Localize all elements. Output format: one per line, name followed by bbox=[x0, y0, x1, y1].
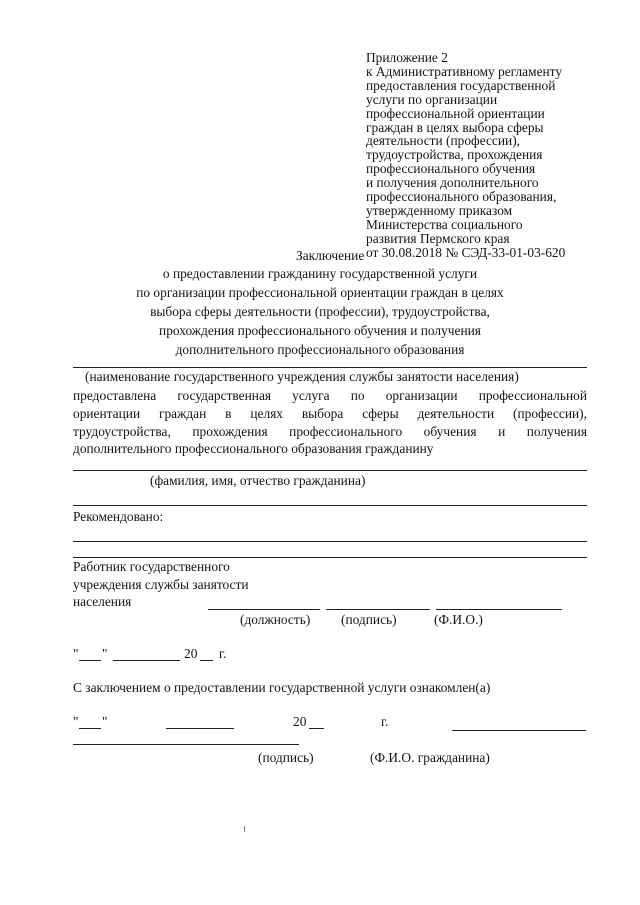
title-line: о предоставлении гражданину государственной услуги bbox=[162, 266, 478, 281]
institution-fill-line bbox=[73, 367, 587, 368]
date-quote-close: " bbox=[102, 646, 108, 661]
name-fill-line bbox=[436, 609, 562, 610]
position-fill-line bbox=[208, 609, 320, 610]
title-line: дополнительного профессионального образования bbox=[175, 342, 465, 357]
ack-name-fill-line bbox=[452, 730, 586, 731]
appendix-line: от 30.08.2018 № СЭД-33-01-03-620 bbox=[366, 244, 566, 260]
worker-label-line: учреждения службы занятости bbox=[73, 577, 249, 592]
ack-signature-fill-line bbox=[73, 744, 299, 745]
appendix-line: услуги по организации bbox=[366, 91, 498, 107]
title-line: выбора сферы деятельности (профессии), трудоустройства, bbox=[150, 304, 490, 319]
appendix-line: Приложение 2 bbox=[366, 50, 448, 65]
worker-label-line: населения bbox=[73, 594, 132, 609]
recommendation-fill-line bbox=[73, 541, 587, 542]
ack-date-day-line bbox=[79, 728, 101, 729]
date-year-line bbox=[200, 660, 213, 661]
institution-caption: (наименование государственного учреждения службы занятости населения) bbox=[85, 369, 519, 384]
ack-signature-caption: (подпись) bbox=[258, 750, 314, 765]
date-month-line bbox=[113, 660, 180, 661]
appendix-line: утвержденному приказом bbox=[366, 202, 513, 218]
ack-date-quote-close: " bbox=[102, 714, 108, 729]
ack-date-year: 20 bbox=[293, 714, 307, 729]
name-caption: (Ф.И.О.) bbox=[434, 612, 483, 627]
recommendation-fill-line bbox=[73, 557, 587, 558]
separator-line bbox=[73, 505, 587, 506]
date-day-line bbox=[79, 660, 101, 661]
title-line: по организации профессиональной ориентации граждан в целях bbox=[136, 285, 504, 300]
appendix-line: граждан в целях выбора сферы bbox=[366, 119, 544, 135]
appendix-line: Министерства социального bbox=[366, 216, 523, 232]
date-year: 20 bbox=[184, 646, 198, 661]
appendix-line: профессиональной ориентации bbox=[366, 105, 545, 121]
body-text-line: ориентации граждан в целях выбора сферы деятельности (профессии), bbox=[73, 406, 587, 421]
ack-citizen-name-caption: (Ф.И.О. гражданина) bbox=[370, 750, 490, 765]
recommended-label: Рекомендовано: bbox=[73, 509, 164, 524]
date-suffix: г. bbox=[219, 646, 227, 661]
appendix-line: трудоустройства, прохождения bbox=[366, 147, 543, 163]
appendix-line: предоставления государственной bbox=[366, 77, 556, 93]
worker-label-line: Работник государственного bbox=[73, 559, 230, 574]
ack-date-year-line bbox=[309, 728, 324, 729]
signature-caption: (подпись) bbox=[341, 612, 397, 627]
ack-date-suffix: г. bbox=[381, 714, 389, 729]
position-caption: (должность) bbox=[240, 612, 311, 627]
title-line: прохождения профессионального обучения и получения bbox=[159, 323, 481, 338]
document-heading: Заключение bbox=[296, 248, 365, 263]
ack-date-quote-open: " bbox=[73, 714, 79, 729]
appendix-line: деятельности (профессии), bbox=[366, 133, 520, 149]
body-text-line: дополнительного профессионального образования гражданину bbox=[73, 441, 434, 456]
appendix-block bbox=[366, 51, 606, 260]
citizen-fill-line bbox=[73, 470, 587, 471]
body-text-line: предоставлена государственная услуга по организации профессиональной bbox=[73, 388, 587, 403]
appendix-line: развития Пермского края bbox=[366, 230, 510, 246]
body-text-line: трудоустройства, прохождения профессионального обучения и получения bbox=[73, 424, 587, 439]
citizen-caption: (фамилия, имя, отчество гражданина) bbox=[150, 473, 366, 488]
appendix-line: к Административному регламенту bbox=[366, 63, 563, 79]
appendix-line: и получения дополнительного bbox=[366, 175, 539, 191]
appendix-line: профессионального обучения bbox=[366, 161, 536, 177]
acknowledgement-text: С заключением о предоставлении государственной услуги ознакомлен(а) bbox=[73, 680, 491, 695]
signature-fill-line bbox=[326, 609, 430, 610]
appendix-line: профессионального образования, bbox=[366, 189, 557, 205]
date-quote-open: " bbox=[73, 646, 79, 661]
scan-artifact bbox=[244, 826, 245, 832]
ack-date-month-line bbox=[166, 728, 234, 729]
